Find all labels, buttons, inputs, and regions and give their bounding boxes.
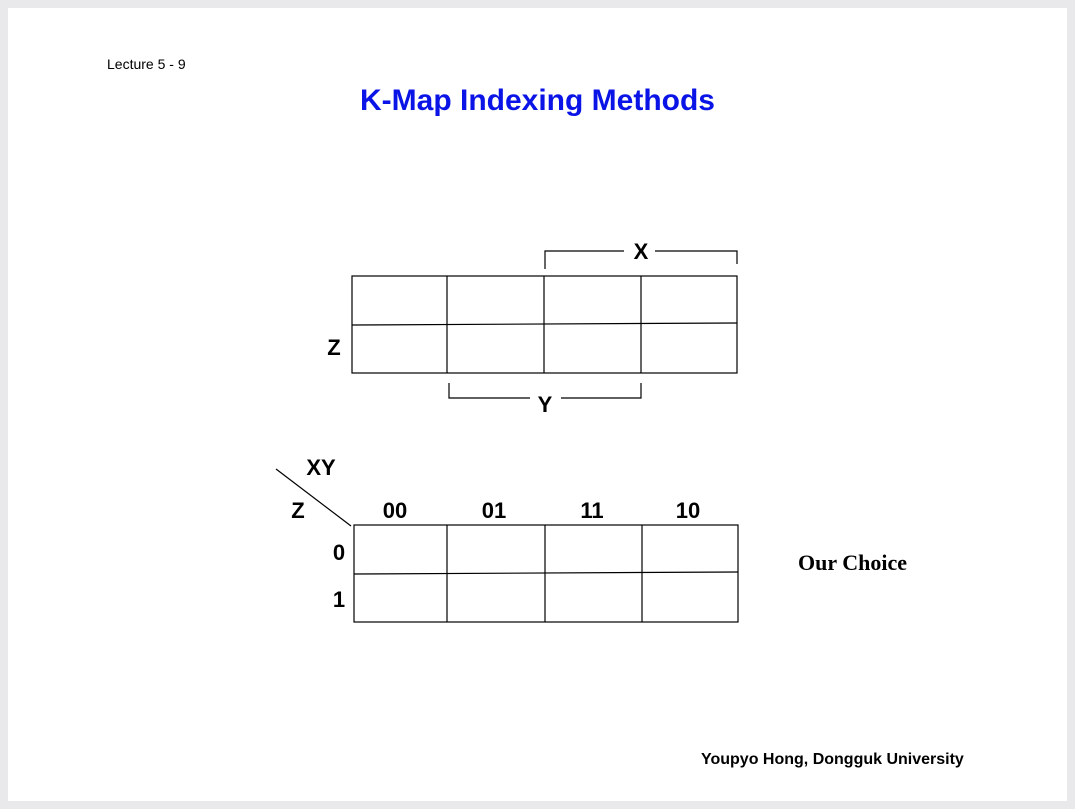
column-header: 11 <box>580 498 604 523</box>
row-header: 1 <box>332 587 346 612</box>
z-row-label: Z <box>327 335 341 360</box>
page-title: K-Map Indexing Methods <box>360 84 715 117</box>
footer-credit: Youpyo Hong, Dongguk University <box>701 751 964 768</box>
lecture-label: Lecture 5 - 9 <box>107 56 186 72</box>
column-header: 01 <box>481 498 507 523</box>
bottom-kmap-row-divider <box>354 572 738 574</box>
corner-xy-label: XY <box>306 455 336 480</box>
bottom-kmap <box>354 525 738 622</box>
our-choice-caption: Our Choice <box>798 550 907 575</box>
kmap-diagram <box>8 8 1067 801</box>
column-header: 00 <box>382 498 408 523</box>
top-kmap <box>352 276 737 373</box>
row-header: 0 <box>332 540 346 565</box>
y-bracket-label: Y <box>537 392 553 417</box>
slide <box>8 8 1067 801</box>
x-bracket-label: X <box>633 239 649 264</box>
column-header: 10 <box>675 498 701 523</box>
corner-z-label: Z <box>291 498 305 523</box>
